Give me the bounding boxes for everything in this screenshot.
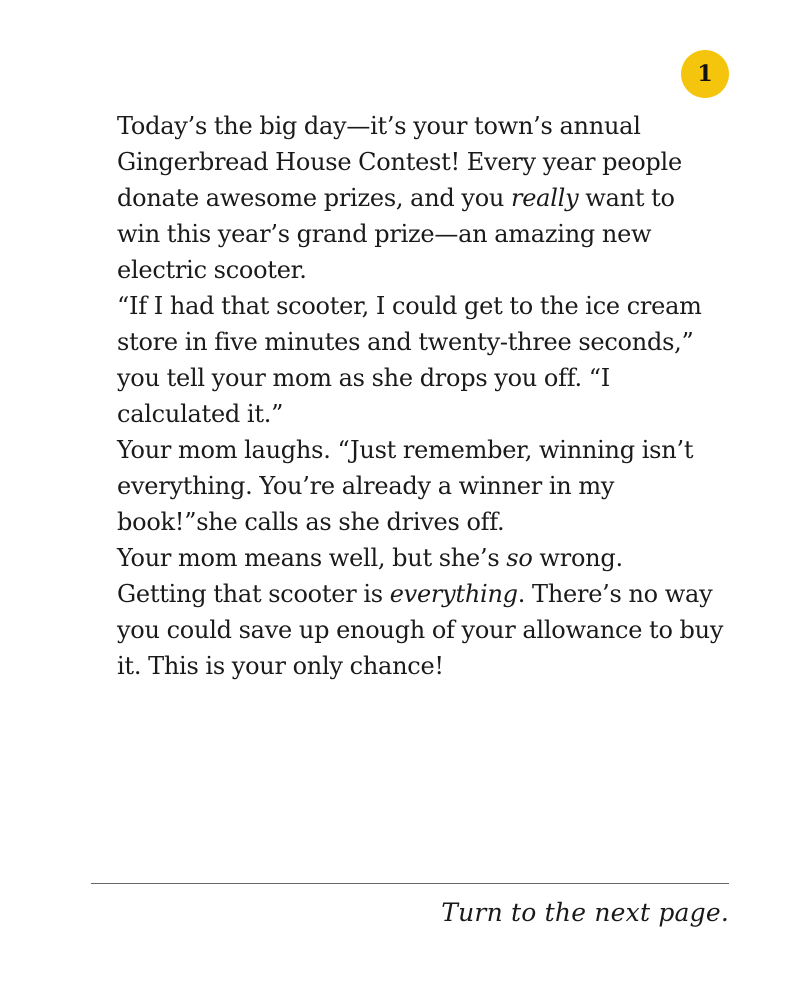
footer-divider (91, 883, 729, 884)
text-line: Today’s the big day—it’s your town’s annual (117, 112, 641, 140)
story-paragraph-2 (90, 288, 750, 432)
text-line: store in five minutes and twenty-three seconds,” (117, 328, 694, 356)
text-line: book!”she calls as she drives off. (117, 508, 505, 536)
text-span: Your mom means well, but she’s (117, 544, 507, 572)
text-line: electric scooter. (117, 256, 307, 284)
text-span: . There’s no way (517, 580, 713, 608)
text-span: wrong. (532, 544, 623, 572)
story-text (90, 108, 750, 684)
story-paragraph-4 (90, 540, 750, 684)
story-paragraph-3 (90, 432, 750, 540)
text-line: you tell your mom as she drops you off. “I (117, 364, 610, 392)
emphasis-text: really (511, 184, 579, 212)
text-line (90, 180, 750, 216)
text-line: win this year’s grand prize—an amazing new (117, 220, 652, 248)
next-page-instruction: Turn to the next page. (441, 898, 729, 927)
page-number: 1 (697, 61, 713, 87)
text-span: want to (578, 184, 675, 212)
text-line: Your mom laughs. “Just remember, winning isn’t (117, 436, 694, 464)
page-number-badge (681, 50, 729, 98)
text-line: it. This is your only chance! (117, 652, 444, 680)
text-line: Gingerbread House Contest! Every year people (117, 148, 682, 176)
text-span: donate awesome prizes, and you (117, 184, 511, 212)
text-line: “If I had that scooter, I could get to the ice cream (117, 292, 702, 320)
text-line: everything. You’re already a winner in my (117, 472, 615, 500)
text-line: calculated it.” (117, 400, 284, 428)
text-span: Getting that scooter is (117, 580, 390, 608)
text-line: you could save up enough of your allowance to buy (117, 616, 724, 644)
text-line (90, 540, 750, 576)
text-line (90, 576, 750, 612)
emphasis-text: everything (389, 580, 518, 608)
story-paragraph-1 (90, 108, 750, 288)
emphasis-text: so (506, 544, 533, 572)
